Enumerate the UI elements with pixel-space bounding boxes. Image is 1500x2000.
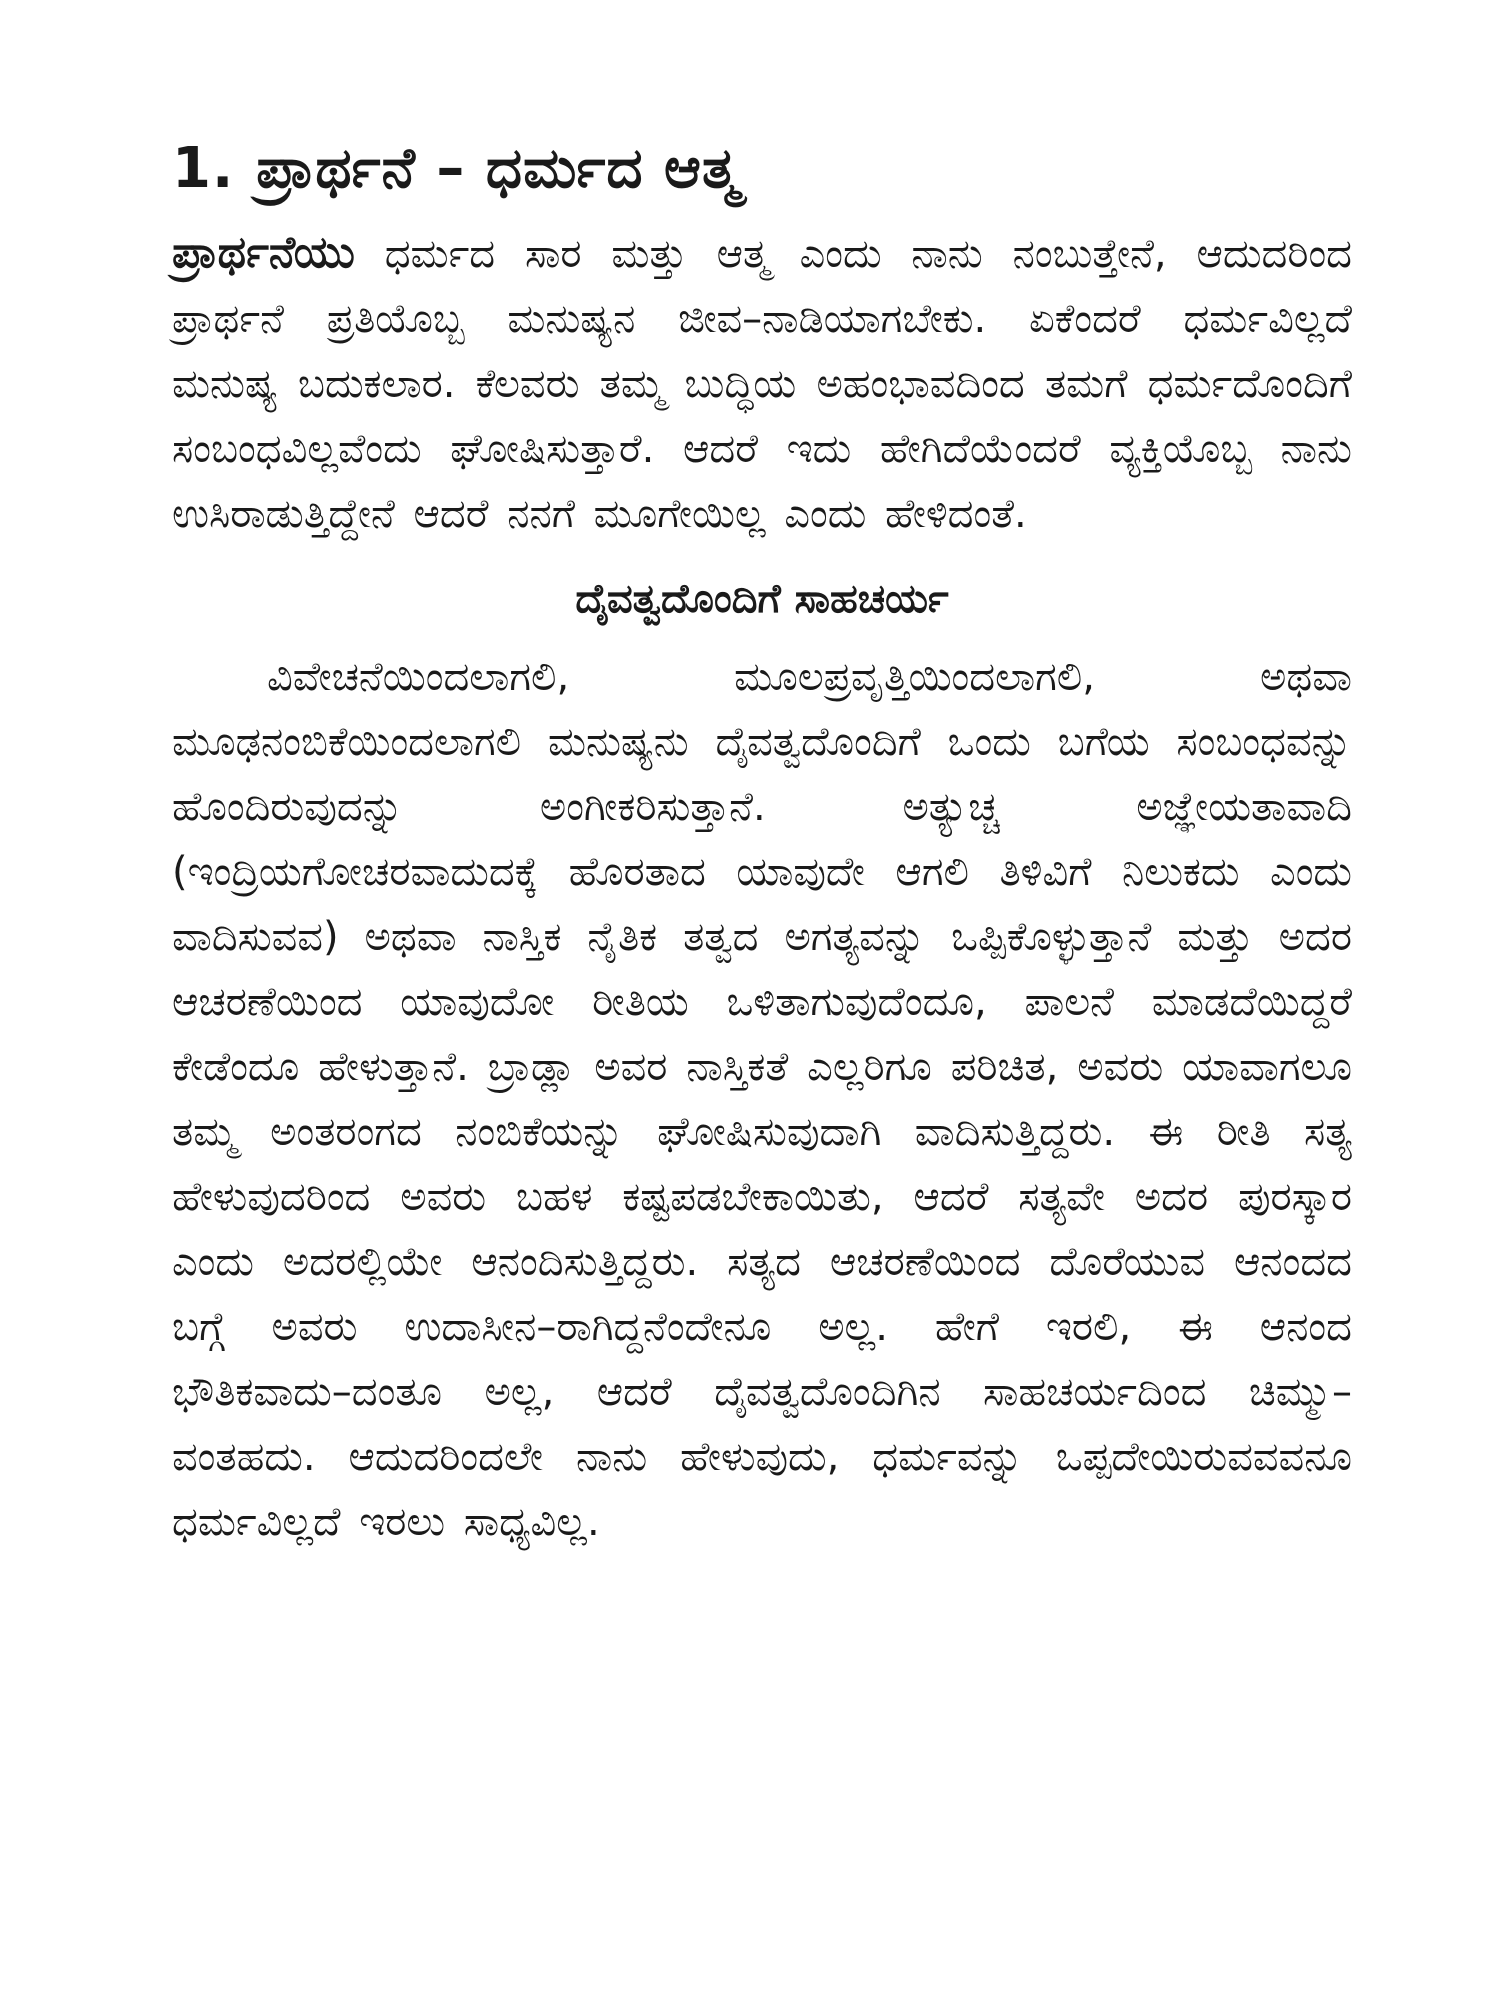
section-heading: ದೈವತ್ವದೊಂದಿಗೆ ಸಾಹಚರ್ಯ xyxy=(575,576,949,623)
chapter-title-text: ಪ್ರಾರ್ಥನೆ – ಧರ್ಮದ ಆತ್ಮ xyxy=(256,136,741,201)
paragraph-intro xyxy=(172,220,1352,547)
paragraph-lead-word: ಪ್ರಾರ್ಥನೆಯು xyxy=(172,227,355,279)
page-content xyxy=(172,135,1352,1555)
paragraph-main: ವಿವೇಚನೆಯಿಂದಲಾಗಲಿ, ಮೂಲಪ್ರವೃತ್ತಿಯಿಂದಲಾಗಲಿ, ಅಥವಾ ಮೂಢನಂಬಿಕೆಯಿಂದಲಾಗಲಿ ಮನುಷ್ಯನು ದೈವತ್ವದೊಂದಿಗೆ ಒಂದು ಬಗೆಯ ಸಂಬಂಧವನ್ನು ಹೊಂದಿರುವುದನ್ನು ಅಂಗೀಕರಿಸುತ್ತಾನೆ. ಅತ್ಯುಚ್ಚ ಅಜ್ಞೇಯತಾವಾದಿ (ಇಂದ್ರಿಯಗೋಚರವಾದುದಕ್ಕೆ ಹೊರತಾದ ಯಾವುದೇ ಆಗಲಿ ತಿಳಿವಿಗೆ ನಿಲುಕದು ಎಂದು ವಾದಿಸುವವ) ಅಥವಾ ನಾಸ್ತಿಕ ನೈತಿಕ ತತ್ವದ ಅಗತ್ಯವನ್ನು ಒಪ್ಪಿಕೊಳ್ಳುತ್ತಾನೆ ಮತ್ತು ಅದರ ಆಚರಣೆಯಿಂದ ಯಾವುದೋ ರೀತಿಯ ಒಳಿತಾಗುವುದೆಂದೂ, ಪಾಲನೆ ಮಾಡದೆಯಿದ್ದರೆ ಕೇಡೆಂದೂ ಹೇಳುತ್ತಾನೆ. ಬ್ರಾಡ್ಲಾ ಅವರ ನಾಸ್ತಿಕತೆ ಎಲ್ಲರಿಗೂ ಪರಿಚಿತ, ಅವರು ಯಾವಾಗಲೂ ತಮ್ಮ ಅಂತರಂಗದ ನಂಬಿಕೆಯನ್ನು ಘೋಷಿಸುವುದಾಗಿ ವಾದಿಸುತ್ತಿದ್ದರು. ಈ ರೀತಿ ಸತ್ಯ ಹೇಳುವುದರಿಂದ ಅವರು ಬಹಳ ಕಷ್ಟಪಡಬೇಕಾಯಿತು, ಆದರೆ ಸತ್ಯವೇ ಅದರ ಪುರಸ್ಕಾರ ಎಂದು ಅದರಲ್ಲಿಯೇ ಆನಂದಿಸುತ್ತಿದ್ದರು. ಸತ್ಯದ ಆಚರಣೆಯಿಂದ ದೊರೆಯುವ ಆನಂದದ ಬಗ್ಗೆ ಅವರು ಉದಾಸೀನ–ರಾಗಿದ್ದನೆಂದೇನೂ ಅಲ್ಲ. ಹೇಗೆ ಇರಲಿ, ಈ ಆನಂದ ಭೌತಿಕವಾದು–ದಂತೂ ಅಲ್ಲ, ಆದರೆ ದೈವತ್ವದೊಂದಿಗಿನ ಸಾಹಚರ್ಯದಿಂದ ಚಿಮ್ಮು–ವಂತಹದು. ಆದುದರಿಂದಲೇ ನಾನು ಹೇಳುವುದು, ಧರ್ಮವನ್ನು ಒಪ್ಪದೇಯಿರುವವವನೂ ಧರ್ಮವಿಲ್ಲದೆ ಇರಲು ಸಾಧ್ಯವಿಲ್ಲ. xyxy=(172,654,1352,1546)
chapter-title xyxy=(172,135,1352,202)
paragraph-intro-text: ಧರ್ಮದ ಸಾರ ಮತ್ತು ಆತ್ಮ ಎಂದು ನಾನು ನಂಬುತ್ತೇನೆ, ಆದುದರಿಂದ ಪ್ರಾರ್ಥನೆ ಪ್ರತಿಯೊಬ್ಬ ಮನುಷ್ಯನ ಜೀವ–ನಾಡಿಯಾಗಬೇಕು. ಏಕೆಂದರೆ ಧರ್ಮವಿಲ್ಲದೆ ಮನುಷ್ಯ ಬದುಕಲಾರ. ಕೆಲವರು ತಮ್ಮ ಬುದ್ಧಿಯ ಅಹಂಭಾವದಿಂದ ತಮಗೆ ಧರ್ಮದೊಂದಿಗೆ ಸಂಬಂಧವಿಲ್ಲವೆಂದು ಘೋಷಿಸುತ್ತಾರೆ. ಆದರೆ ಇದು ಹೇಗಿದೆಯೆಂದರೆ ವ್ಯಕ್ತಿಯೊಬ್ಬ ನಾನು ಉಸಿರಾಡುತ್ತಿದ್ದೇನೆ ಆದರೆ ನನಗೆ ಮೂಗೇಯಿಲ್ಲ ಎಂದು ಹೇಳಿದಂತೆ. xyxy=(172,231,1352,538)
chapter-number: 1. xyxy=(172,136,235,201)
